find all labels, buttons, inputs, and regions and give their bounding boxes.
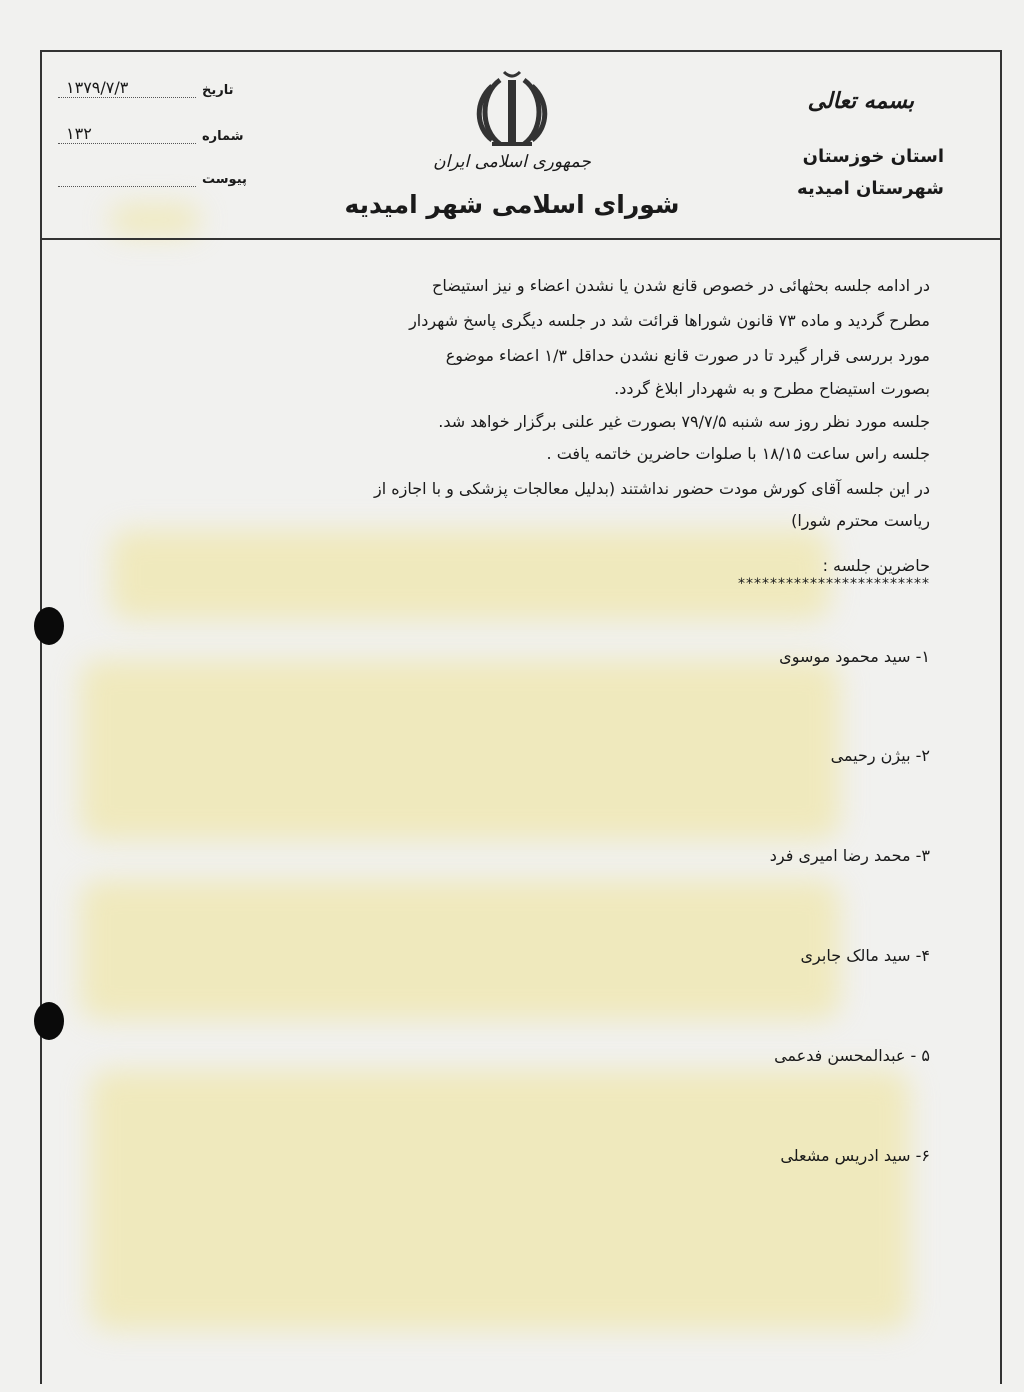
document-frame [40, 50, 1002, 1384]
date-label: تاریخ [202, 83, 234, 98]
number-label: شماره [202, 129, 244, 144]
emblem-caption: جمهوری اسلامی ایران [433, 152, 591, 172]
basmala: بسمه تعالی [807, 88, 914, 114]
county: شهرستان امیدیه [797, 178, 944, 199]
attendee: ۵ - عبدالمحسن فدعمی [774, 1046, 930, 1065]
attendees-heading: حاضرین جلسه : [822, 556, 930, 575]
body-line: ریاست محترم شورا) [791, 511, 930, 530]
punch-hole [34, 1002, 64, 1040]
body-line: بصورت استیضاح مطرح و به شهردار ابلاغ گردد. [614, 379, 930, 398]
province: استان خوزستان [802, 146, 944, 167]
attachment-label: پیوست [202, 172, 247, 187]
attendee: ۱- سید محمود موسوی [779, 647, 930, 666]
number-value: ۱۳۲ [58, 124, 196, 144]
body-line: مورد بررسی قرار گیرد تا در صورت قانع نشدن حداقل ۱/۳ اعضاء موضوع [445, 346, 930, 365]
council-name: شورای اسلامی شهر امیدیه [344, 190, 680, 219]
punch-hole [34, 607, 64, 645]
attendee: ۲- بیژن رحیمی [830, 746, 930, 765]
attachment-value [58, 186, 196, 187]
body-line: جلسه راس ساعت ۱۸/۱۵ با صلوات حاضرین خاتمه یافت . [546, 444, 930, 463]
iran-emblem-icon [472, 66, 552, 152]
date-value: ۱۳۷۹/۷/۳ [58, 78, 196, 98]
body-line: در این جلسه آقای کورش مودت حضور نداشتند (بدلیل معالجات پزشکی و با اجازه از [374, 479, 930, 498]
attachment-field [58, 172, 247, 187]
attendee: ۳- محمد رضا امیری فرد [769, 846, 930, 865]
attendee: ۶- سید ادریس مشعلی [780, 1146, 930, 1165]
date-field [58, 78, 234, 98]
attendee: ۴- سید مالک جابری [800, 946, 930, 965]
header-divider [40, 238, 1000, 240]
stars-divider: ************************ [738, 576, 930, 592]
body-line: در ادامه جلسه بحثهائی در خصوص قانع شدن یا نشدن اعضاء و نیز استیضاح [432, 276, 930, 295]
body-line: جلسه مورد نظر روز سه شنبه ۷۹/۷/۵ بصورت غیر علنی برگزار خواهد شد. [438, 412, 930, 431]
body-line: مطرح گردید و ماده ۷۳ قانون شوراها قرائت شد در جلسه دیگری پاسخ شهردار [409, 311, 930, 330]
number-field [58, 124, 244, 144]
